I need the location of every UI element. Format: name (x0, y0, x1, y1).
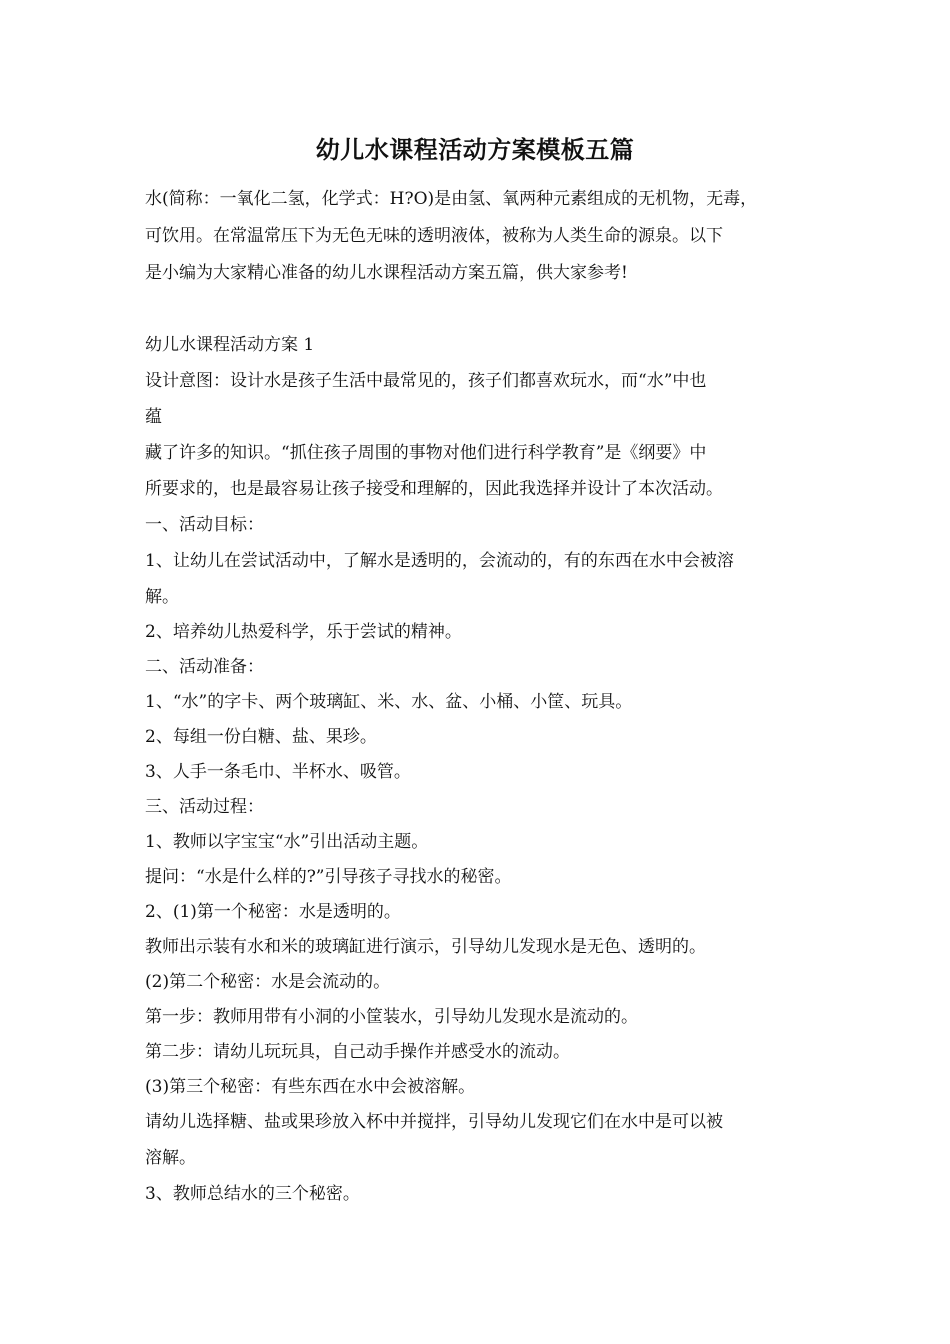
section-heading: 幼儿水课程活动方案 1 (145, 335, 315, 355)
body-line: 3、教师总结水的三个秘密。 (145, 1184, 360, 1204)
intro-line: 可饮用。在常温常压下为无色无味的透明液体，被称为人类生命的源泉。以下 (145, 226, 723, 246)
body-line: 溶解。 (145, 1148, 196, 1168)
body-line: 1、让幼儿在尝试活动中，了解水是透明的，会流动的，有的东西在水中会被溶 (145, 551, 734, 571)
body-line: 二、活动准备： (145, 657, 264, 677)
body-line: 藏了许多的知识。“抓住孩子周围的事物对他们进行科学教育”是《纲要》中 (145, 443, 707, 463)
body-line: 2、培养幼儿热爱科学，乐于尝试的精神。 (145, 622, 462, 642)
body-line: 3、人手一条毛巾、半杯水、吸管。 (145, 762, 411, 782)
body-line: 2、(1)第一个秘密：水是透明的。 (145, 902, 401, 922)
intro-line: 是小编为大家精心准备的幼儿水课程活动方案五篇，供大家参考! (145, 263, 628, 283)
body-line: (3)第三个秘密：有些东西在水中会被溶解。 (145, 1077, 476, 1097)
body-line: 蕴 (145, 407, 162, 427)
body-line: 教师出示装有水和米的玻璃缸进行演示，引导幼儿发现水是无色、透明的。 (145, 937, 706, 957)
body-line: 所要求的，也是最容易让孩子接受和理解的，因此我选择并设计了本次活动。 (145, 479, 723, 499)
body-line: 设计意图：设计水是孩子生活中最常见的，孩子们都喜欢玩水，而“水”中也 (145, 371, 707, 391)
body-line: 第一步：教师用带有小洞的小筐装水，引导幼儿发现水是流动的。 (145, 1007, 638, 1027)
body-line: 请幼儿选择糖、盐或果珍放入杯中并搅拌，引导幼儿发现它们在水中是可以被 (145, 1112, 723, 1132)
body-line: 一、活动目标： (145, 515, 264, 535)
body-line: 解。 (145, 587, 179, 607)
body-line: 2、每组一份白糖、盐、果珍。 (145, 727, 377, 747)
body-line: 三、活动过程： (145, 797, 264, 817)
body-line: 第二步：请幼儿玩玩具，自己动手操作并感受水的流动。 (145, 1042, 570, 1062)
document-title: 幼儿水课程活动方案模板五篇 (315, 135, 635, 164)
body-line: 1、“水”的字卡、两个玻璃缸、米、水、盆、小桶、小筐、玩具。 (145, 692, 633, 712)
body-line: 提问：“水是什么样的?”引导孩子寻找水的秘密。 (145, 867, 512, 887)
intro-line: 水(简称：一氧化二氢，化学式：H?O)是由氢、氧两种元素组成的无机物，无毒， (145, 189, 758, 209)
body-line: 1、教师以字宝宝“水”引出活动主题。 (145, 832, 429, 852)
body-line: (2)第二个秘密：水是会流动的。 (145, 972, 391, 992)
